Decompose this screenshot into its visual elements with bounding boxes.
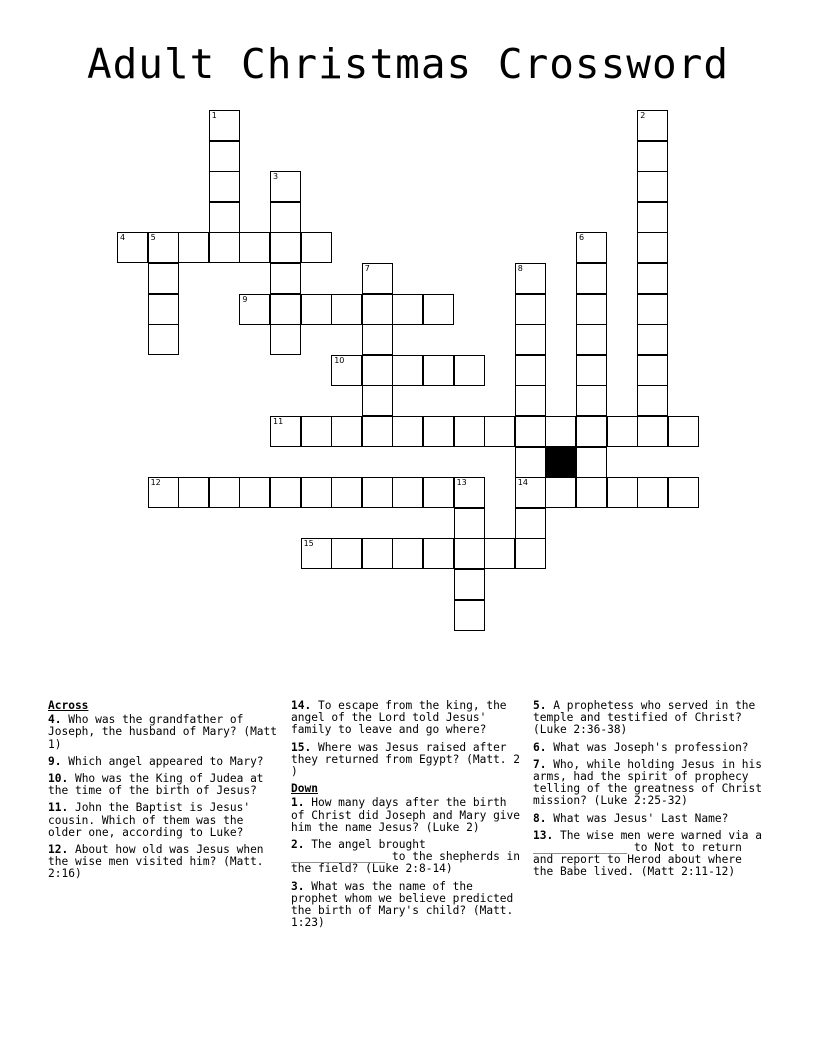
grid-cell[interactable] <box>454 538 485 569</box>
clue-number: 6 <box>579 233 585 243</box>
grid-cell[interactable] <box>148 324 179 355</box>
clue-number: 7 <box>364 264 370 273</box>
clue-item <box>533 742 765 754</box>
grid-cell[interactable] <box>362 416 393 447</box>
clue-item <box>48 844 280 881</box>
clue-text: Who, while holding Jesus in his arms, had the spirit of prophecy telling of the greatness of Christ mission? (Luke 2:25-32) <box>533 757 763 808</box>
clue-number-label: 9. <box>48 754 62 768</box>
grid-cell[interactable] <box>454 569 485 600</box>
clue-number-label: 8. <box>533 811 547 825</box>
clue-text: John the Baptist is Jesus' cousin. Which of them was the older one, according to Luke? <box>48 801 251 839</box>
puzzle-title: Adult Christmas Crossword <box>86 40 730 88</box>
clue-number-label: 2. <box>291 838 305 852</box>
clue-number: 14 <box>517 478 528 488</box>
grid-cell[interactable] <box>331 477 362 508</box>
grid-cell[interactable] <box>576 324 607 355</box>
grid-cell[interactable] <box>637 141 668 172</box>
grid-cell[interactable] <box>515 385 546 416</box>
clue-number: 4 <box>120 233 126 243</box>
grid-cell[interactable] <box>454 477 485 508</box>
grid-cell[interactable] <box>607 477 638 508</box>
grid-cell[interactable] <box>576 385 607 416</box>
grid-cell[interactable] <box>515 538 546 569</box>
clue-number: 2 <box>640 111 646 120</box>
grid-cell[interactable] <box>423 477 454 508</box>
clue-item <box>291 700 523 737</box>
grid-cell[interactable] <box>637 385 668 416</box>
grid-cell[interactable] <box>515 294 546 325</box>
grid-cell[interactable] <box>454 508 485 539</box>
clue-number-label: 12. <box>48 843 69 857</box>
grid-cell[interactable] <box>362 477 393 508</box>
grid-cell[interactable] <box>209 110 240 141</box>
clue-number-label: 10. <box>48 772 69 786</box>
grid-cell[interactable] <box>239 477 270 508</box>
clue-number: 12 <box>150 478 161 488</box>
grid-cell[interactable] <box>331 538 362 569</box>
clue-item <box>533 830 765 879</box>
grid-cell[interactable] <box>270 416 301 447</box>
clue-text: The wise men were warned via a ______________ to Not to return and report to Herod about where the Babe lived. (Matt 2:11-12) <box>533 828 763 879</box>
clue-number-label: 13. <box>533 828 554 842</box>
grid-cell[interactable] <box>576 294 607 325</box>
grid-cell[interactable] <box>270 294 301 325</box>
grid-cell[interactable] <box>515 508 546 539</box>
clue-number-label: 11. <box>48 801 69 815</box>
clue-text: To escape from the king, the angel of the Lord told Jesus' family to leave and go where? <box>291 699 507 737</box>
grid-cell[interactable] <box>148 263 179 294</box>
grid-cell[interactable] <box>301 416 332 447</box>
clue-number: 3 <box>273 172 279 182</box>
grid-cell[interactable] <box>515 416 546 447</box>
grid-cell[interactable] <box>209 171 240 202</box>
grid-cell[interactable] <box>362 263 393 294</box>
clue-item <box>48 802 280 839</box>
clues-column-2 <box>291 700 523 934</box>
grid-cell[interactable] <box>423 538 454 569</box>
grid-cell[interactable] <box>239 294 270 325</box>
clue-item <box>48 714 280 751</box>
across-heading: Across <box>48 699 89 712</box>
clue-number-label: 5. <box>533 699 547 712</box>
grid-cell[interactable] <box>392 294 423 325</box>
grid-cell[interactable] <box>637 355 668 386</box>
clue-number: 13 <box>456 478 467 488</box>
grid-cell[interactable] <box>178 232 209 263</box>
grid-cell[interactable] <box>148 477 179 508</box>
grid-cell[interactable] <box>148 232 179 263</box>
clue-text: Where was Jesus raised after they returned from Egypt? (Matt. 2 ) <box>291 740 521 779</box>
grid-cell[interactable] <box>454 600 485 631</box>
grid-cell[interactable] <box>637 263 668 294</box>
grid-cell[interactable] <box>576 263 607 294</box>
grid-cell[interactable] <box>209 141 240 172</box>
clue-item <box>291 742 523 779</box>
clue-number-label: 3. <box>291 879 305 893</box>
grid-cell[interactable] <box>454 416 485 447</box>
clue-text: What was Joseph's profession? <box>546 740 749 754</box>
grid-cell[interactable] <box>239 232 270 263</box>
grid-cell[interactable] <box>576 416 607 447</box>
clues-column-3 <box>533 700 765 884</box>
grid-cell[interactable] <box>362 385 393 416</box>
grid-cell[interactable] <box>668 416 699 447</box>
grid-cell[interactable] <box>515 263 546 294</box>
grid-cell[interactable] <box>392 477 423 508</box>
clue-number: 1 <box>211 111 217 120</box>
grid-cell[interactable] <box>637 324 668 355</box>
grid-cell[interactable] <box>423 294 454 325</box>
clue-number: 15 <box>303 539 314 549</box>
grid-cell[interactable] <box>545 477 576 508</box>
grid-cell[interactable] <box>637 232 668 263</box>
grid-cell[interactable] <box>362 355 393 386</box>
grid-cell[interactable] <box>209 232 240 263</box>
clue-number-label: 6. <box>533 740 547 754</box>
clue-number-label: 4. <box>48 713 62 727</box>
clue-text: How many days after the birth of Christ did Joseph and Mary give him the name Jesus? (Luke 2) <box>291 796 521 834</box>
grid-cell[interactable] <box>576 232 607 263</box>
grid-cell[interactable] <box>301 232 332 263</box>
grid-cell[interactable] <box>484 416 515 447</box>
grid-cell[interactable] <box>576 447 607 478</box>
clue-number-label: 7. <box>533 757 547 771</box>
grid-cell[interactable] <box>392 538 423 569</box>
clue-text: What was the name of the prophet whom we believe predicted the birth of Mary's child? (Matt. 1:23) <box>291 879 514 930</box>
grid-cell[interactable] <box>668 477 699 508</box>
down-heading: Down <box>291 782 318 796</box>
grid-cell[interactable] <box>637 416 668 447</box>
down-clue-list <box>291 797 523 929</box>
clue-number-label: 15. <box>291 740 312 754</box>
grid-cell[interactable] <box>423 355 454 386</box>
clue-number: 10 <box>334 355 345 365</box>
clue-item <box>291 881 523 930</box>
grid-cell[interactable] <box>270 232 301 263</box>
grid-cell[interactable] <box>331 294 362 325</box>
clue-number: 11 <box>273 417 284 426</box>
grid-cell[interactable] <box>331 355 362 386</box>
clue-text: A prophetess who served in the temple and testified of Christ? (Luke 2:36-38) <box>533 699 756 737</box>
grid-cell[interactable] <box>637 294 668 325</box>
grid-cell[interactable] <box>484 538 515 569</box>
grid-cell[interactable] <box>637 171 668 202</box>
grid-cell[interactable] <box>576 355 607 386</box>
clue-item <box>291 797 523 834</box>
clue-text: Which angel appeared to Mary? <box>61 754 264 768</box>
grid-cell[interactable] <box>637 110 668 141</box>
clue-item <box>48 773 280 797</box>
grid-cell[interactable] <box>301 538 332 569</box>
grid-cell[interactable] <box>637 202 668 233</box>
grid-cell[interactable] <box>576 477 607 508</box>
grid-cell[interactable] <box>362 538 393 569</box>
grid-cell[interactable] <box>270 171 301 202</box>
clue-text: Who was the grandfather of Joseph, the husband of Mary? (Matt 1) <box>48 713 278 751</box>
clue-item <box>533 759 765 808</box>
grid-cell[interactable] <box>301 294 332 325</box>
clues-column-1 <box>48 700 280 886</box>
grid-cell[interactable] <box>515 324 546 355</box>
clue-number: 8 <box>517 264 523 273</box>
grid-cell[interactable] <box>178 477 209 508</box>
clue-text: What was Jesus' Last Name? <box>546 811 729 825</box>
grid-cell[interactable] <box>607 416 638 447</box>
across-clue-list <box>48 714 280 880</box>
clue-text: The angel brought ______________ to the shepherds in the field? (Luke 2:8-14) <box>291 838 521 876</box>
clue-item <box>291 839 523 876</box>
clue-text: About how old was Jesus when the wise men visited him? (Matt. 2:16) <box>48 843 264 881</box>
grid-cell[interactable] <box>515 447 546 478</box>
grid-cell[interactable] <box>117 232 148 263</box>
grid-cell[interactable] <box>423 416 454 447</box>
black-square <box>545 447 576 478</box>
clue-item <box>48 756 280 768</box>
grid-cell[interactable] <box>209 477 240 508</box>
grid-cell[interactable] <box>331 416 362 447</box>
grid-cell[interactable] <box>270 263 301 294</box>
grid-cell[interactable] <box>637 477 668 508</box>
across-clue-list-continued <box>291 700 523 778</box>
clue-text: Who was the King of Judea at the time of the birth of Jesus? <box>48 772 264 798</box>
grid-cell[interactable] <box>392 355 423 386</box>
clue-number: 5 <box>150 233 156 243</box>
grid-cell[interactable] <box>515 355 546 386</box>
grid-cell[interactable] <box>148 294 179 325</box>
grid-cell[interactable] <box>270 202 301 233</box>
grid-cell[interactable] <box>270 324 301 355</box>
clue-number: 9 <box>242 294 248 304</box>
grid-cell[interactable] <box>545 416 576 447</box>
clue-item <box>533 813 765 825</box>
grid-cell[interactable] <box>515 477 546 508</box>
grid-cell[interactable] <box>270 477 301 508</box>
grid-cell[interactable] <box>209 202 240 233</box>
grid-cell[interactable] <box>362 324 393 355</box>
clue-number-label: 14. <box>291 699 312 712</box>
down-clue-list-continued <box>533 700 765 879</box>
grid-cell[interactable] <box>362 294 393 325</box>
grid-cell[interactable] <box>301 477 332 508</box>
grid-cell[interactable] <box>454 355 485 386</box>
grid-cell[interactable] <box>392 416 423 447</box>
clue-item <box>533 700 765 737</box>
clue-number-label: 1. <box>291 796 305 810</box>
